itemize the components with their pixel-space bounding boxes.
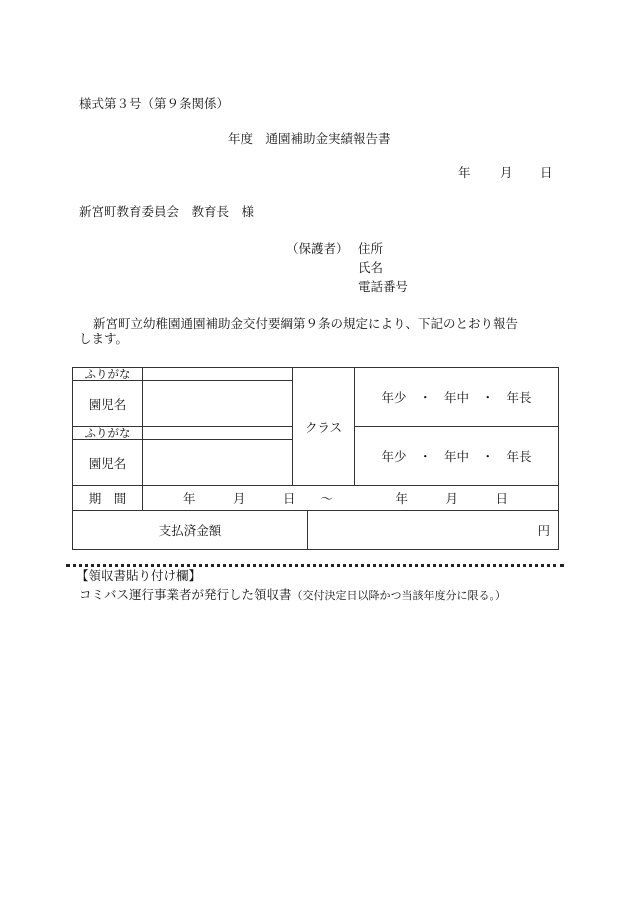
addressee: 新宮町教育委員会 教育長 様 [79,204,255,219]
furigana-field-2[interactable] [143,427,293,440]
child-name-field-2[interactable] [143,440,293,486]
class-options-2[interactable]: 年少 ・ 年中 ・ 年長 [355,427,559,486]
date-day-label: 日 [540,165,553,180]
class-label: クラス [293,368,355,486]
child-name-field-1[interactable] [143,381,293,427]
child-name-label-2: 園児名 [73,440,143,486]
cut-line [66,564,564,567]
guardian-name-label: 氏名 [358,260,384,275]
guardian-label: （保護者） [286,241,349,256]
receipt-text [79,589,506,602]
guardian-phone-label: 電話番号 [358,279,409,294]
receipt-note: （交付決定日以降かつ当該年度分に限る。） [291,589,507,602]
class-options-1[interactable]: 年少 ・ 年中 ・ 年長 [355,368,559,427]
body-text-line1: 新宮町立幼稚園通園補助金交付要綱第９条の規定により、下記のとおり報告 [93,316,519,331]
guardian-address-label: 住所 [358,241,384,256]
paid-amount-label: 支払済金額 [73,511,308,550]
report-table [72,367,559,550]
body-text-line2: します。 [79,331,129,346]
receipt-heading: 【領収書貼り付け欄】 [76,568,202,583]
child-name-label-1: 園児名 [73,381,143,427]
furigana-label-2: ふりがな [73,427,143,440]
date-month-label: 月 [500,165,513,180]
receipt-text-main: コミバス運行事業者が発行した領収書 [79,587,292,602]
furigana-label-1: ふりがな [73,368,143,381]
furigana-field-1[interactable] [143,368,293,381]
document-title: 年度 通園補助金実績報告書 [228,131,391,146]
period-field[interactable]: 年 月 日 ～ 年 月 日 [143,486,559,511]
date-year-label: 年 [458,165,471,180]
period-label: 期 間 [73,486,143,511]
paid-amount-field[interactable]: 円 [308,511,559,550]
form-number: 様式第３号（第９条関係） [79,96,230,111]
